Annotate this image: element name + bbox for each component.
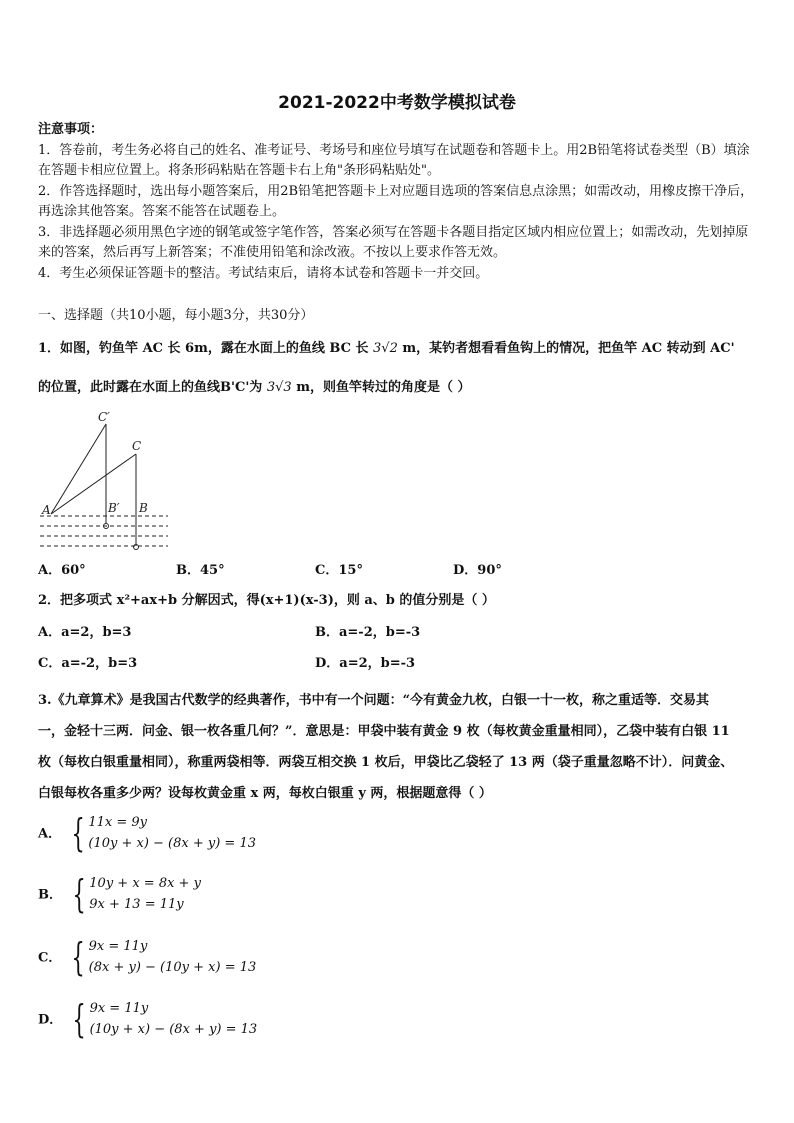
note-item-2: 2．作答选择题时，选出每小题答案后，用2B铅笔把答题卡上对应题目选项的答案信息点涂黑；如需改动，用橡皮擦干净后，再选涂其他答案。答案不能答在试题卷上。 xyxy=(38,183,754,219)
label-c: C xyxy=(132,439,142,453)
q3-option-b[interactable] xyxy=(38,873,201,915)
q3-d-eq2: (10y + x) − (8x + y) = 13 xyxy=(89,1022,258,1037)
note-item-4: 4．考生必须保证答题卡的整洁。考试结束后，请将本试卷和答题卡一并交回。 xyxy=(38,265,489,281)
note-item-3: 3．非选择题必须用黑色字迹的钢笔或签字笔作答，答案必须写在答题卡各题目指定区域内相应位置上；如需改动，先划掉原来的答案，然后再写上新答案；不准使用铅笔和涂改液。不按以上要求作答无效。 xyxy=(38,224,749,260)
q3-line-1: 3.《九章算术》是我国古代数学的经典著作，书中有一个问题：“今有黄金九枚，白银一十一枚，称之重适等．交易其 xyxy=(38,693,710,708)
q3-line-4: 白银每枚各重多少两？设每枚黄金重 x 两，每枚白银重 y 两，根据题意得（ ） xyxy=(38,786,492,801)
q3-a-eq1: 11x = 9y xyxy=(88,815,148,830)
q1-option-c[interactable]: C．15° xyxy=(315,563,363,578)
q3-option-a-system: { 11x = 9y (10y + x) − (8x + y) = 13 xyxy=(71,811,256,855)
q3-stem xyxy=(38,685,733,809)
rod-ac xyxy=(51,454,136,514)
q3-option-d[interactable] xyxy=(38,998,257,1040)
water-lines xyxy=(40,516,168,546)
q1-line1 xyxy=(38,339,735,359)
label-c-prime: C′ xyxy=(98,410,110,424)
q3-option-b-system: { 10y + x = 8x + y 9x + 13 = 11y xyxy=(72,872,201,916)
q1-line2-b: m，则鱼竿转过的角度是（ ） xyxy=(296,380,471,395)
q1-figure xyxy=(38,406,178,556)
q3-option-c-label: C． xyxy=(38,950,62,966)
q3-b-eq2: 9x + 13 = 11y xyxy=(89,897,184,912)
q3-option-a[interactable] xyxy=(38,812,256,854)
notes-block xyxy=(38,120,758,284)
q3-option-c-system: { 9x = 11y (8x + y) − (10y + x) = 13 xyxy=(71,935,257,979)
q3-option-d-system: { 9x = 11y (10y + x) − (8x + y) = 13 xyxy=(72,997,258,1041)
q3-b-eq1: 10y + x = 8x + y xyxy=(89,876,201,891)
q3-line-3: 枚（每枚白银重量相同），称重两袋相等．两袋互相交换 1 枚后，甲袋比乙袋轻了 13 两（袋子重量忽略不计）．问黄金、 xyxy=(38,755,734,770)
q3-c-eq2: (8x + y) − (10y + x) = 13 xyxy=(88,960,257,975)
q2-stem: 2．把多项式 x²+ax+b 分解因式，得(x+1)(x-3)，则 a、b 的值分别是（ ） xyxy=(38,593,495,608)
q1-line2-a: 的位置，此时露在水面上的鱼线B'C'为 xyxy=(38,380,263,395)
q3-option-a-label: A． xyxy=(38,826,62,842)
page-title: 2021-2022中考数学模拟试卷 xyxy=(278,93,516,113)
q1-radical-1: 3√2 xyxy=(373,341,398,356)
q3-c-eq1: 9x = 11y xyxy=(88,939,148,954)
label-b: B xyxy=(139,501,148,515)
q3-option-c[interactable] xyxy=(38,936,256,978)
rod-ac-prime xyxy=(51,424,106,514)
q2-option-c[interactable]: C．a=-2，b=3 xyxy=(38,656,138,671)
note-item-1: 1．答卷前，考生务必将自己的姓名、准考证号、考场号和座位号填写在试题卷和答题卡上。用2B铅笔将试卷类型（B）填涂在答题卡相应位置上。将条形码粘贴在答题卡右上角"条形码粘贴处"。 xyxy=(38,142,750,178)
section-heading: 一、选择题（共10小题，每小题3分，共30分） xyxy=(38,308,314,323)
notes-heading: 注意事项： xyxy=(38,122,104,137)
label-a: A xyxy=(42,503,51,517)
q3-line-2: 一，金轻十三两．问金、银一枚各重几何？”．意思是：甲袋中装有黄金 9 枚（每枚黄金重量相同），乙袋中装有白银 11 xyxy=(38,724,730,739)
q2-option-b[interactable]: B．a=-2，b=-3 xyxy=(315,625,421,640)
q1-line1-a: 1．如图，钓鱼竿 AC 长 6m，露在水面上的鱼线 BC 长 xyxy=(38,341,369,356)
label-b-prime: B′ xyxy=(108,501,120,515)
q1-radical-2: 3√3 xyxy=(266,380,292,395)
q2-option-a[interactable]: A．a=2，b=3 xyxy=(38,625,132,640)
q3-d-eq1: 9x = 11y xyxy=(89,1001,149,1016)
q2-option-d[interactable]: D．a=2，b=-3 xyxy=(315,656,416,671)
q1-option-b[interactable]: B．45° xyxy=(176,563,225,578)
q1-option-a[interactable]: A．60° xyxy=(38,563,86,578)
q1-line1-b: m，某钓者想看看鱼钩上的情况，把鱼竿 AC 转动到 AC' xyxy=(402,341,735,356)
q1-option-d[interactable]: D．90° xyxy=(453,563,502,578)
q3-option-b-label: B． xyxy=(38,887,62,903)
q1-line2 xyxy=(38,378,470,398)
q3-option-d-label: D． xyxy=(38,1012,63,1028)
q3-a-eq2: (10y + x) − (8x + y) = 13 xyxy=(88,836,256,851)
